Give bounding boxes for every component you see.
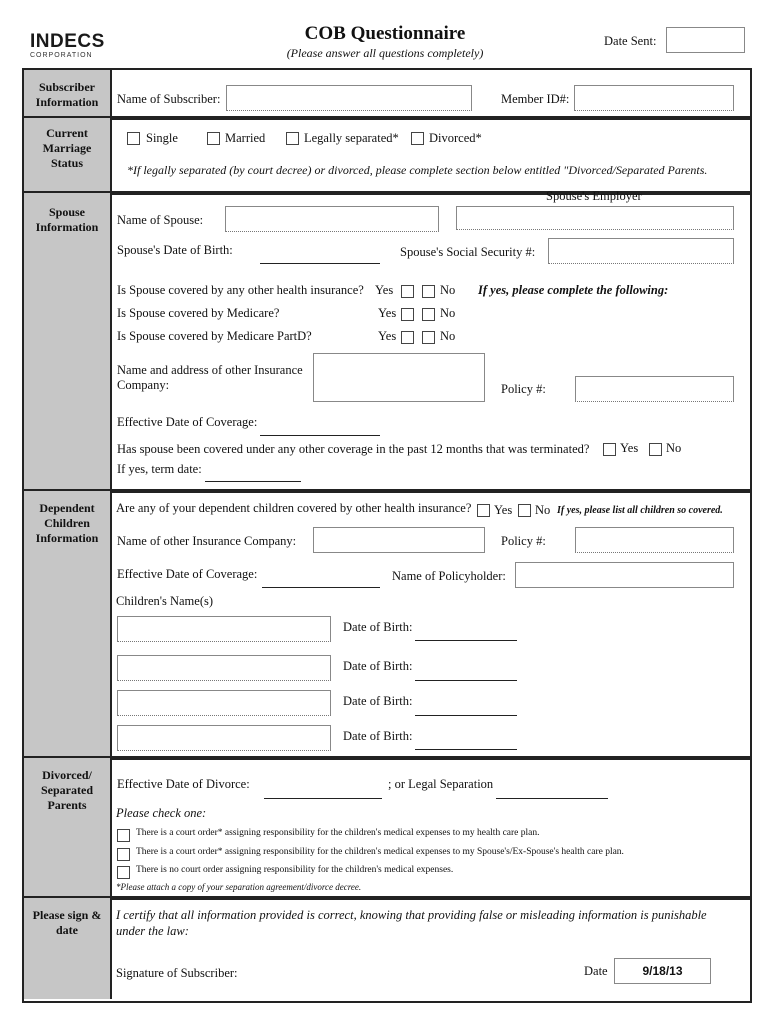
marriage-note: *If legally separated (by court decree) or divorced, please complete section below entitled "Divorced/Separated Parents.: [127, 163, 708, 177]
signature-label: Signature of Subscriber:: [116, 966, 238, 980]
spouse-dob-label: Spouse's Date of Birth:: [117, 243, 233, 257]
child-dob-line[interactable]: [415, 640, 517, 641]
spouse-medicare-question: Is Spouse covered by Medicare?: [117, 306, 280, 320]
terminated-yes-checkbox[interactable]: [603, 443, 616, 456]
child-name-field[interactable]: [117, 616, 331, 642]
page-title: COB Questionnaire: [304, 23, 466, 44]
married-label: Married: [225, 131, 266, 145]
yes-label: Yes: [375, 283, 394, 297]
yes-label: Yes: [620, 441, 639, 455]
section-label-line: Information: [35, 220, 99, 234]
divorced-section-label: [24, 758, 112, 896]
divorce-date-label: Effective Date of Divorce:: [117, 777, 250, 791]
divorced-label: Divorced*: [429, 131, 482, 145]
date-sent-label: Date Sent:: [604, 34, 657, 48]
legally-separated-label: Legally separated*: [304, 131, 399, 145]
married-checkbox[interactable]: [207, 132, 220, 145]
spouse-name-field[interactable]: [225, 206, 439, 232]
yes-label: Yes: [378, 329, 397, 343]
section-label-line: Information: [35, 531, 99, 545]
children-names-label: Children's Name(s): [116, 594, 214, 608]
spouse-ssn-field[interactable]: [548, 238, 734, 264]
indecs-logo: [30, 33, 105, 60]
section-label-line: Divorced/: [42, 768, 92, 782]
section-label-line: Dependent: [39, 501, 95, 515]
spouse-medicare-d-question: Is Spouse covered by Medicare PartD?: [117, 329, 312, 343]
term-date-line[interactable]: [205, 481, 301, 482]
yes-label: Yes: [494, 503, 513, 517]
dependent-no-checkbox[interactable]: [518, 504, 531, 517]
legally-separated-checkbox[interactable]: [286, 132, 299, 145]
spouse-employer-label: Spouse's Employer: [546, 189, 642, 203]
certify-text-line-2: under the law:: [116, 924, 189, 938]
dependent-policy-label: Policy #:: [501, 534, 546, 548]
other-company-label: Name of other Insurance Company:: [117, 534, 297, 548]
section-label-line: Marriage: [42, 141, 92, 155]
section-label-line: Spouse: [48, 205, 86, 219]
dependent-policy-field[interactable]: [575, 527, 734, 553]
policyholder-label: Name of Policyholder:: [392, 569, 506, 583]
spouse-ssn-label: Spouse's Social Security #:: [400, 245, 536, 259]
page-subtitle: (Please answer all questions completely): [286, 46, 484, 60]
child-dob-label: Date of Birth:: [343, 620, 413, 634]
no-label: No: [535, 503, 551, 517]
sign-date-field[interactable]: 9/18/13: [614, 958, 711, 984]
marriage-section: [22, 116, 752, 195]
section-label-line: Separated: [41, 783, 93, 797]
section-label-line: Parents: [47, 798, 87, 812]
spouse-policy-field[interactable]: [575, 376, 734, 402]
divorced-checkbox[interactable]: [411, 132, 424, 145]
divorce-date-line[interactable]: [264, 798, 382, 799]
other-ins-company-label: Company:: [117, 378, 170, 392]
spouse-policy-label: Policy #:: [501, 382, 546, 396]
spouse-medicare-no-checkbox[interactable]: [422, 308, 435, 321]
dependent-question: Are any of your dependent children covered by other health insurance?: [116, 501, 472, 515]
terminated-question: Has spouse been covered under any other coverage in the past 12 months that was terminated?: [117, 442, 590, 456]
spouse-other-ins-question: Is Spouse covered by any other health insurance?: [117, 283, 364, 297]
no-label: No: [666, 441, 682, 455]
no-label: No: [440, 329, 456, 343]
yes-label: Yes: [378, 306, 397, 320]
spouse-medicare-d-no-checkbox[interactable]: [422, 331, 435, 344]
check-one-label: Please check one:: [116, 806, 207, 820]
spouse-employer-field[interactable]: [456, 206, 734, 230]
other-company-field[interactable]: [313, 527, 485, 553]
dependent-yes-checkbox[interactable]: [477, 504, 490, 517]
child-name-field[interactable]: [117, 655, 331, 681]
attach-note: *Please attach a copy of your separation agreement/divorce decree.: [116, 882, 362, 892]
legal-separation-line[interactable]: [496, 798, 608, 799]
child-name-field[interactable]: [117, 725, 331, 751]
other-ins-address-field[interactable]: [313, 353, 485, 402]
policyholder-field[interactable]: [515, 562, 734, 588]
section-label-line: Please sign &: [32, 908, 102, 922]
child-dob-line[interactable]: [415, 680, 517, 681]
child-name-field[interactable]: [117, 690, 331, 716]
no-court-order-checkbox[interactable]: [117, 866, 130, 879]
child-dob-line[interactable]: [415, 749, 517, 750]
dependent-effective-line[interactable]: [262, 587, 380, 588]
court-order-my-plan-label: There is a court order* assigning responsibility for the children's medical expenses to my health care plan.: [136, 828, 540, 838]
member-id-label: Member ID#:: [501, 92, 570, 106]
dependent-effective-label: Effective Date of Coverage:: [117, 567, 258, 581]
child-dob-label: Date of Birth:: [343, 729, 413, 743]
section-label-line: date: [56, 923, 78, 937]
court-order-my-plan-checkbox[interactable]: [117, 829, 130, 842]
section-label-line: Children: [44, 516, 90, 530]
spouse-other-ins-yes-checkbox[interactable]: [401, 285, 414, 298]
member-id-field[interactable]: [574, 85, 734, 111]
section-label-line: Information: [35, 95, 99, 109]
section-label-line: Current: [46, 126, 88, 140]
sign-date-label: Date: [584, 964, 608, 978]
no-label: No: [440, 283, 456, 297]
section-label-line: Status: [50, 156, 83, 170]
legal-separation-label: ; or Legal Separation: [388, 777, 494, 791]
spouse-dob-line[interactable]: [260, 263, 380, 264]
single-checkbox[interactable]: [127, 132, 140, 145]
no-court-order-label: There is no court order assigning responsibility for the children's medical expenses.: [136, 865, 454, 875]
child-dob-line[interactable]: [415, 715, 517, 716]
spouse-effective-line[interactable]: [260, 435, 380, 436]
date-sent-field[interactable]: [666, 27, 745, 53]
single-label: Single: [146, 131, 178, 145]
subscriber-name-field[interactable]: [226, 85, 472, 111]
child-dob-label: Date of Birth:: [343, 659, 413, 673]
child-dob-label: Date of Birth:: [343, 694, 413, 708]
spouse-medicare-yes-checkbox[interactable]: [401, 308, 414, 321]
logo-subtext: CORPORATION: [30, 52, 93, 59]
dependent-if-yes-note: If yes, please list all children so covered.: [557, 505, 723, 516]
term-date-label: If yes, term date:: [117, 462, 202, 476]
terminated-no-checkbox[interactable]: [649, 443, 662, 456]
other-ins-name-label: Name and address of other Insurance: [117, 363, 303, 377]
spouse-other-ins-no-checkbox[interactable]: [422, 285, 435, 298]
spouse-medicare-d-yes-checkbox[interactable]: [401, 331, 414, 344]
court-order-spouse-plan-checkbox[interactable]: [117, 848, 130, 861]
spouse-name-label: Name of Spouse:: [117, 213, 204, 227]
spouse-section-label: [24, 193, 112, 489]
subscriber-section-label: [24, 70, 112, 116]
section-label-line: Subscriber: [38, 80, 95, 94]
marriage-section-label: [24, 118, 112, 191]
no-label: No: [440, 306, 456, 320]
logo-text: INDECS: [30, 31, 105, 52]
subscriber-name-label: Name of Subscriber:: [117, 92, 221, 106]
dependent-section-label: [24, 491, 112, 756]
if-yes-note: If yes, please complete the following:: [478, 283, 669, 297]
court-order-spouse-plan-label: There is a court order* assigning responsibility for the children's medical expenses to my Spouse's/Ex-Spouse's health care plan.: [136, 847, 624, 857]
spouse-effective-label: Effective Date of Coverage:: [117, 415, 258, 429]
certify-text-line-1: I certify that all information provided is correct, knowing that providing false or misleading information is punishable: [116, 908, 707, 922]
sign-section-label: [24, 898, 112, 999]
